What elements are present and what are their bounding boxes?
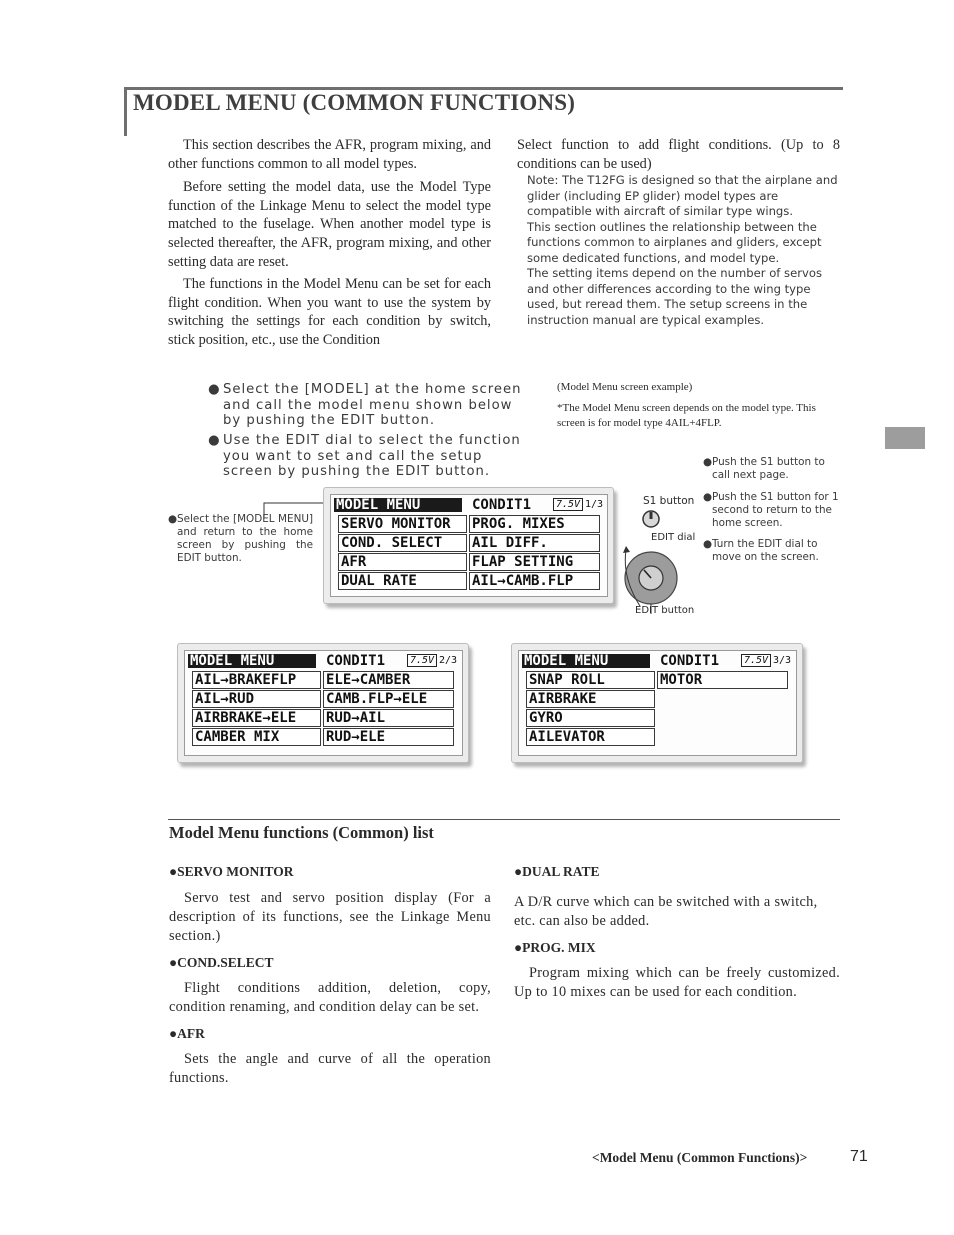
- menu-item-servo-monitor[interactable]: SERVO MONITOR: [338, 515, 467, 533]
- section-divider: [168, 819, 840, 820]
- right-note-3: [703, 538, 840, 564]
- screen-title: MODEL MENU: [334, 498, 462, 512]
- right-note-2-text: Push the S1 button for 1 second to return to the home screen.: [712, 491, 839, 529]
- item-head-servo-monitor: ●SERVO MONITOR: [169, 864, 294, 879]
- instruction-bullet-2: [208, 433, 531, 480]
- return-home-note: [168, 513, 313, 565]
- voltage-badge: 7.5V: [741, 654, 771, 667]
- menu-item-camber-mix[interactable]: CAMBER MIX: [192, 728, 321, 746]
- menu-item-prog-mixes[interactable]: PROG. MIXES: [469, 515, 600, 533]
- page-indicator: 1/3: [585, 499, 604, 510]
- menu-item-snap-roll[interactable]: SNAP ROLL: [526, 671, 655, 689]
- intro-paragraph-3: The functions in the Model Menu can be set for each flight condition. When you want to use the system by switching the settings for each condition by switch, stick position, etc., use the Condition: [168, 276, 491, 349]
- instruction-bullet-1: [208, 382, 531, 429]
- section-title: Model Menu functions (Common) list: [169, 823, 434, 842]
- menu-item-camb-flp-ele[interactable]: CAMB.FLP→ELE: [323, 690, 454, 708]
- menu-item-ail-diff[interactable]: AIL DIFF.: [469, 534, 600, 552]
- menu-item-ail-camb-flp[interactable]: AIL→CAMB.FLP: [469, 572, 600, 590]
- instruction-bullet-1-text: Select the [MODEL] at the home screen and call the model menu shown below by pushing the EDIT button.: [223, 382, 522, 428]
- condition-label: CONDIT1: [326, 653, 386, 669]
- model-menu-screen-page-2: [177, 643, 469, 763]
- section-tab-marker: [885, 427, 925, 449]
- page-indicator: 2/3: [439, 655, 458, 666]
- page-indicator: 3/3: [773, 655, 792, 666]
- menu-item-ailevator[interactable]: AILEVATOR: [526, 728, 655, 746]
- page-title: MODEL MENU (COMMON FUNCTIONS): [133, 90, 576, 115]
- item-head-afr: ●AFR: [169, 1026, 205, 1041]
- item-head-cond-select: ●COND.SELECT: [169, 955, 274, 970]
- model-menu-screen-page-1: [323, 487, 614, 604]
- bullet-dot: ●: [208, 382, 221, 397]
- condition-label: CONDIT1: [472, 497, 532, 513]
- figure-caption: (Model Menu screen example): [557, 381, 693, 393]
- compatibility-note: Note: The T12FG is designed so that the airplane and glider (including EP glider) model types are compatible with aircraft of similar type wings. This section outlines the relationship between the functions common to airplanes and gliders, except some dedicated functions, and model type. The setting items depend on the number of servos and other differences according to the wing type used, but reread them. The setup screens in the instruction manual are typical examples.: [527, 173, 838, 327]
- screen-title: MODEL MENU: [522, 654, 650, 668]
- bullet-dot: ●: [703, 456, 713, 468]
- instruction-bullet-2-text: Use the EDIT dial to select the function you want to set and call the setup screen by pushing the EDIT button.: [223, 433, 521, 479]
- intro-paragraph-1: This section describes the AFR, program mixing, and other functions common to all model types.: [168, 137, 491, 172]
- screen-title: MODEL MENU: [188, 654, 316, 668]
- edit-dial-label: EDIT dial: [651, 532, 696, 543]
- item-text-prog-mix: Program mixing which can be freely customized. Up to 10 mixes can be used for each condition.: [514, 965, 840, 1000]
- menu-item-dual-rate[interactable]: DUAL RATE: [338, 572, 467, 590]
- menu-item-cond-select[interactable]: COND. SELECT: [338, 534, 467, 552]
- footer-section-label: <Model Menu (Common Functions)>: [592, 1150, 808, 1165]
- right-note-2: [703, 491, 840, 530]
- condition-label: CONDIT1: [660, 653, 720, 669]
- menu-item-rud-ail[interactable]: RUD→AIL: [323, 709, 454, 727]
- menu-item-airbrake[interactable]: AIRBRAKE: [526, 690, 655, 708]
- intro-paragraph-4: Select function to add flight conditions. (Up to 8 conditions can be used): [517, 137, 840, 172]
- lcd-display: [518, 650, 797, 756]
- item-head-prog-mix: ●PROG. MIX: [514, 940, 596, 955]
- right-note-3-text: Turn the EDIT dial to move on the screen.: [712, 538, 819, 563]
- menu-item-afr[interactable]: AFR: [338, 553, 467, 571]
- page-number: 71: [850, 1148, 868, 1165]
- bullet-dot: ●: [703, 491, 713, 503]
- model-menu-screen-page-3: [511, 643, 803, 763]
- s1-button-label: S1 button: [643, 495, 695, 507]
- menu-item-rud-ele[interactable]: RUD→ELE: [323, 728, 454, 746]
- menu-item-gyro[interactable]: GYRO: [526, 709, 655, 727]
- bullet-dot: ●: [208, 433, 221, 448]
- menu-item-flap-setting[interactable]: FLAP SETTING: [469, 553, 600, 571]
- voltage-badge: 7.5V: [553, 498, 583, 511]
- figure-caption-note: *The Model Menu screen depends on the model type. This screen is for model type 4AIL+4FLP.: [557, 402, 816, 429]
- item-text-dual-rate: A D/R curve which can be switched with a switch, etc. can also be added.: [514, 894, 818, 929]
- bullet-dot: ●: [703, 538, 713, 550]
- menu-item-ail-rud[interactable]: AIL→RUD: [192, 690, 321, 708]
- item-head-dual-rate: ●DUAL RATE: [514, 864, 600, 879]
- return-home-note-text: Select the [MODEL MENU] and return to the home screen by pushing the EDIT button.: [177, 513, 313, 564]
- edit-button-label: EDIT button: [635, 605, 695, 616]
- item-text-afr: Sets the angle and curve of all the operation functions.: [169, 1051, 491, 1086]
- menu-item-airbrake-ele[interactable]: AIRBRAKE→ELE: [192, 709, 321, 727]
- voltage-badge: 7.5V: [407, 654, 437, 667]
- menu-item-motor[interactable]: MOTOR: [657, 671, 788, 689]
- menu-item-ele-camber[interactable]: ELE→CAMBER: [323, 671, 454, 689]
- intro-paragraph-2: Before setting the model data, use the Model Type function of the Linkage Menu to select the model type matched to the fuselage. When another model type is selected thereafter, the AFR, program mixing, and other setting data are reset.: [168, 179, 491, 270]
- right-note-1: [703, 456, 840, 482]
- s1-button-icon[interactable]: [640, 508, 662, 530]
- right-note-1-text: Push the S1 button to call next page.: [712, 456, 825, 481]
- item-text-servo-monitor: Servo test and servo position display (For a description of its functions, see the Linkage Menu section.): [169, 890, 491, 944]
- lcd-display: [330, 494, 608, 597]
- menu-item-ail-brakeflp[interactable]: AIL→BRAKEFLP: [192, 671, 321, 689]
- bullet-dot: ●: [168, 513, 178, 525]
- item-text-cond-select: Flight conditions addition, deletion, copy, condition renaming, and condition delay can be set.: [169, 980, 491, 1015]
- lcd-display: [184, 650, 463, 756]
